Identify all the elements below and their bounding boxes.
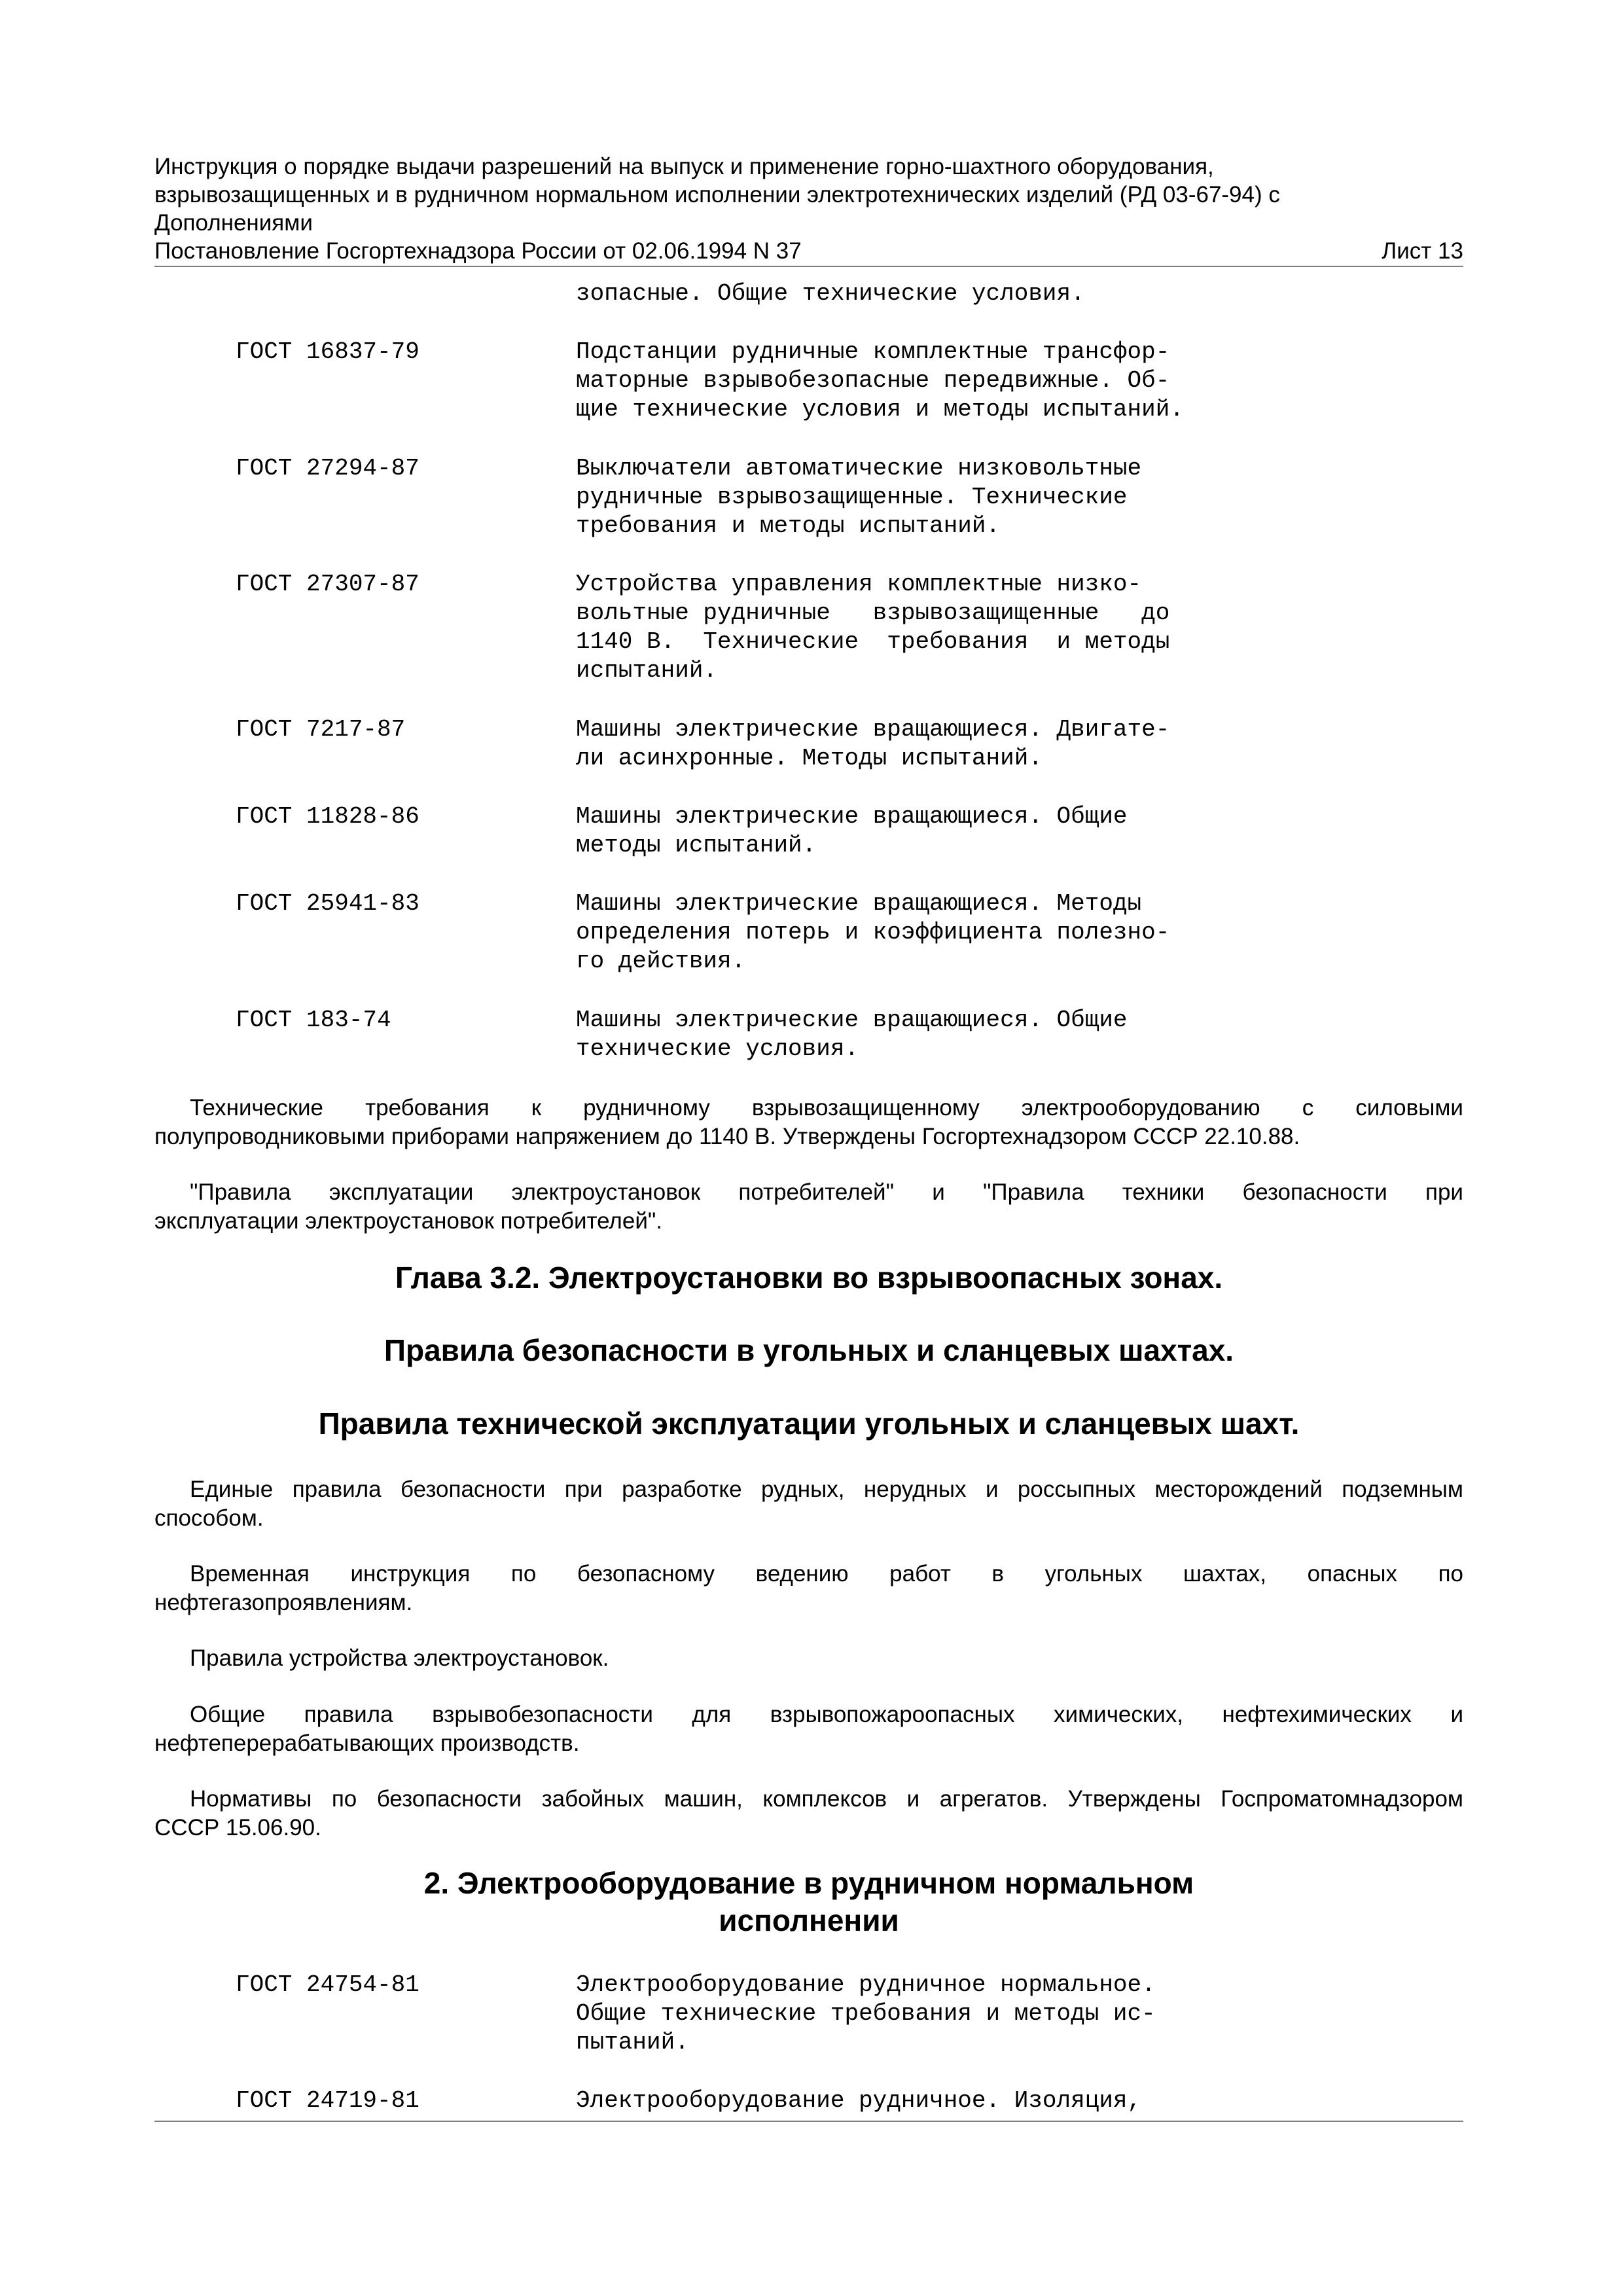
gost-code: ГОСТ 24754-81 bbox=[236, 1971, 419, 1998]
gost-description-line: Устройства управления комплектные низко- bbox=[576, 571, 1142, 598]
gost-description-line: Электрооборудование рудничное. Изоляция, bbox=[576, 2087, 1142, 2114]
paragraph-line: Нормативы по безопасности забойных машин, комплексов и агрегатов. Утверждены Госпроматомнадзором bbox=[190, 1786, 1463, 1812]
gost-description-line: го действия. bbox=[576, 948, 746, 975]
section-2-heading bbox=[154, 1865, 1463, 1939]
paragraph bbox=[154, 1700, 1463, 1758]
paragraph-line: Временная инструкция по безопасному ведению работ в угольных шахтах, опасных по bbox=[190, 1561, 1463, 1587]
paragraph-line: эксплуатации электроустановок потребителей". bbox=[154, 1208, 663, 1234]
safety-rules-heading: Правила безопасности в угольных и сланцевых шахтах. bbox=[383, 1333, 1234, 1367]
gost-description-line: маторные взрывобезопасные передвижные. Об- bbox=[576, 367, 1170, 394]
paragraph-line: "Правила эксплуатации электроустановок потребителей" и "Правила техники безопасности при bbox=[190, 1179, 1463, 1205]
gost-description-line: Общие технические требования и методы ис- bbox=[576, 2000, 1156, 2027]
paragraph bbox=[154, 1644, 1463, 1673]
paragraph-line: полупроводниковыми приборами напряжением до 1140 В. Утверждены Госгортехнадзором СССР 22.10.88. bbox=[154, 1124, 1300, 1149]
gost-description-line: ли асинхронные. Методы испытаний. bbox=[576, 745, 1043, 772]
paragraph-line: Правила устройства электроустановок. bbox=[190, 1645, 609, 1671]
paragraph bbox=[154, 1178, 1463, 1236]
paragraph bbox=[154, 1785, 1463, 1842]
footer-divider bbox=[154, 2121, 1463, 2122]
gost-description-line: определения потерь и коэффициента полезно- bbox=[576, 919, 1170, 946]
chapter-heading: Глава 3.2. Электроустановки во взрывоопасных зонах. bbox=[395, 1261, 1223, 1295]
gost-description-line: 1140 В. Технические требования и методы bbox=[576, 628, 1170, 655]
gost-description-line: Машины электрические вращающиеся. Общие bbox=[576, 1007, 1128, 1033]
gost-continuation: зопасные. Общие технические условия. bbox=[576, 280, 1085, 307]
gost-description-line: Машины электрические вращающиеся. Двигате- bbox=[576, 716, 1170, 743]
gost-description-line: Выключатели автоматические низковольтные bbox=[576, 455, 1142, 482]
gost-description-line: требования и методы испытаний. bbox=[576, 512, 1001, 539]
gost-code: ГОСТ 27307-87 bbox=[236, 571, 419, 598]
paragraph-line: нефтегазопроявлениям. bbox=[154, 1590, 413, 1615]
paragraph-line: СССР 15.06.90. bbox=[154, 1815, 321, 1840]
gost-description-line: Электрооборудование рудничное нормальное. bbox=[576, 1971, 1156, 1998]
gost-description-line: щие технические условия и методы испытаний. bbox=[576, 396, 1184, 423]
paragraph-line: Единые правила безопасности при разработке рудных, нерудных и россыпных месторождений подземным bbox=[190, 1477, 1463, 1502]
section-2-heading-line: исполнении bbox=[719, 1903, 899, 1937]
gost-description-line: пытаний. bbox=[576, 2029, 689, 2056]
paragraph-line: нефтеперерабатывающих производств. bbox=[154, 1731, 580, 1756]
document-title: Инструкция о порядке выдачи разрешений на выпуск и применение горно-шахтного оборудования, взрывозащищенных и в рудничном нормальном исполнении электротехнических изделий (РД 03-67-94) с Дополнениями bbox=[154, 154, 1280, 236]
gost-description-line: Машины электрические вращающиеся. Методы bbox=[576, 890, 1142, 917]
gost-code: ГОСТ 11828-86 bbox=[236, 803, 419, 830]
gost-code: ГОСТ 16837-79 bbox=[236, 338, 419, 365]
paragraph-line: способом. bbox=[154, 1505, 264, 1531]
paragraph bbox=[154, 1475, 1463, 1533]
gost-description-line: технические условия. bbox=[576, 1035, 859, 1062]
gost-code: ГОСТ 24719-81 bbox=[236, 2087, 419, 2114]
decree-reference: Постановление Госгортехнадзора России от 02.06.1994 N 37 bbox=[154, 238, 802, 264]
section-2-heading-line: 2. Электрооборудование в рудничном нормальном bbox=[423, 1866, 1194, 1900]
gost-description-line: методы испытаний. bbox=[576, 832, 817, 859]
paragraph bbox=[154, 1094, 1463, 1151]
gost-code: ГОСТ 27294-87 bbox=[236, 455, 419, 482]
paragraph-line: Технические требования к рудничному взрывозащищенному электрооборудованию с силовыми bbox=[190, 1095, 1463, 1121]
gost-description-line: Машины электрические вращающиеся. Общие bbox=[576, 803, 1128, 830]
paragraph-line: Общие правила взрывобезопасности для взрывопожароопасных химических, нефтехимических и bbox=[190, 1702, 1463, 1727]
sheet-number: Лист 13 bbox=[1382, 238, 1463, 264]
page-header bbox=[154, 152, 1463, 265]
gost-description-line: испытаний. bbox=[576, 657, 718, 684]
paragraph bbox=[154, 1560, 1463, 1617]
gost-code: ГОСТ 25941-83 bbox=[236, 890, 419, 917]
gost-code: ГОСТ 7217-87 bbox=[236, 716, 406, 743]
header-decree-line bbox=[154, 237, 1463, 265]
header-divider bbox=[154, 266, 1463, 267]
operation-rules-heading: Правила технической эксплуатации угольных и сланцевых шахт. bbox=[318, 1407, 1300, 1441]
gost-description-line: Подстанции рудничные комплектные трансфор- bbox=[576, 338, 1170, 365]
gost-code: ГОСТ 183-74 bbox=[236, 1007, 391, 1033]
gost-description-line: рудничные взрывозащищенные. Технические bbox=[576, 484, 1128, 511]
gost-description-line: вольтные рудничные взрывозащищенные до bbox=[576, 600, 1170, 626]
